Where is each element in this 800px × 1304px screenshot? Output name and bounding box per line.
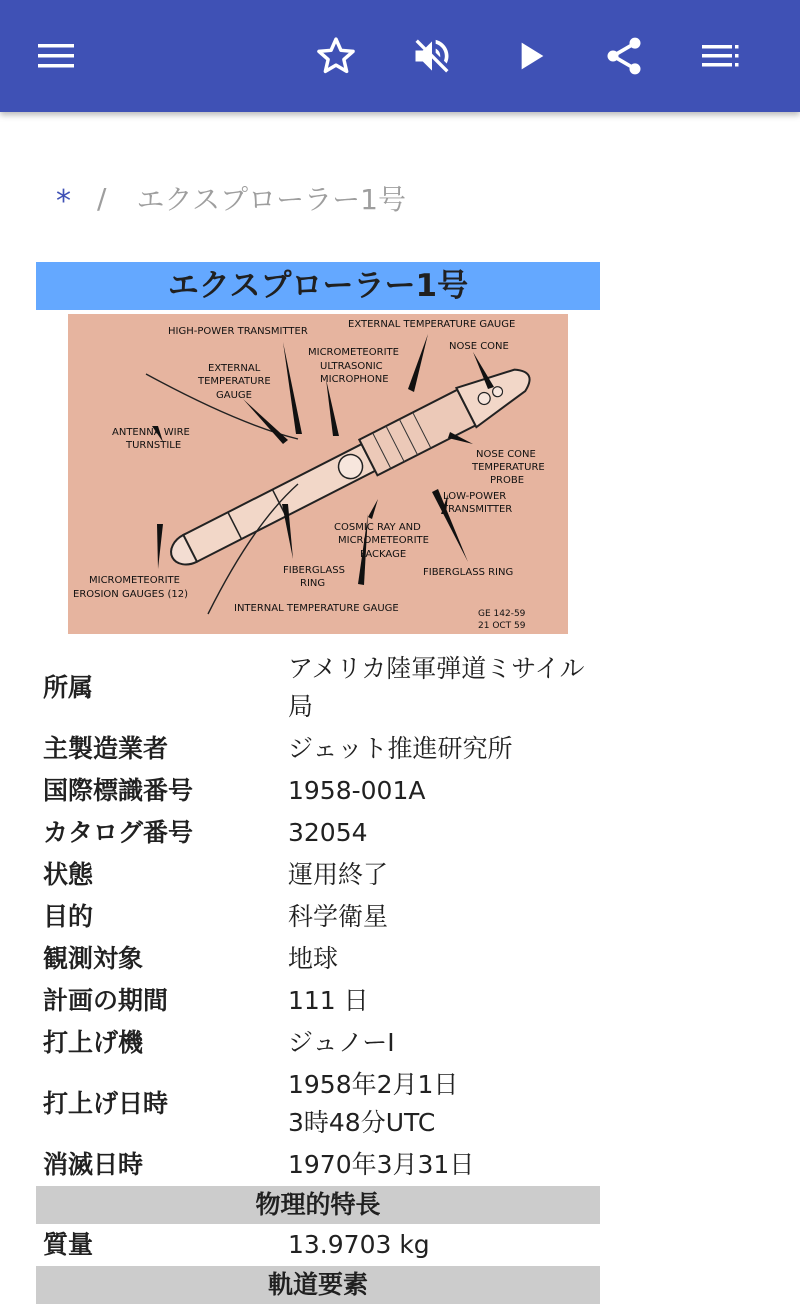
row-value: 111 日 <box>288 986 369 1015</box>
diagram-label: TEMPERATURE <box>472 462 545 473</box>
diagram-label: FIBERGLASS <box>283 565 345 576</box>
row-value[interactable]: アメリカ陸軍弾道ミサイル局 <box>288 654 585 721</box>
list-icon <box>700 41 740 71</box>
table-row <box>36 938 600 980</box>
diagram-label: 21 OCT 59 <box>478 621 526 631</box>
diagram-label: TEMPERATURE <box>198 376 271 387</box>
row-label: 打上げ日時 <box>43 1089 169 1118</box>
row-value[interactable]: ジェット推進研究所 <box>288 734 513 763</box>
row-value[interactable]: 地球 <box>288 944 339 973</box>
row-value: 1970年3月31日 <box>288 1150 475 1179</box>
diagram-label: HIGH-POWER TRANSMITTER <box>168 326 308 337</box>
star-outline-icon <box>314 34 358 78</box>
table-row <box>36 980 600 1022</box>
row-value[interactable]: ジュノーI <box>288 1028 395 1057</box>
table-row <box>36 1224 600 1266</box>
breadcrumb-separator: / <box>97 181 107 215</box>
diagram-label: ULTRASONIC <box>320 361 383 372</box>
share-icon <box>602 34 646 78</box>
diagram-label: MICROPHONE <box>320 374 389 385</box>
row-value-line: 1958年2月1日 <box>288 1070 459 1099</box>
infobox-rows <box>36 648 600 1304</box>
row-label: 状態 <box>43 860 94 889</box>
diagram-label: PACKAGE <box>360 549 407 560</box>
table-row <box>36 1144 600 1186</box>
row-label: 打上げ機 <box>43 1028 144 1057</box>
row-label: 国際標識番号 <box>43 776 194 805</box>
table-row <box>36 812 600 854</box>
diagram-label: INTERNAL TEMPERATURE GAUGE <box>234 603 399 614</box>
diagram-label: TRANSMITTER <box>442 504 513 515</box>
bookmark-button[interactable] <box>308 28 364 84</box>
mute-button[interactable] <box>404 28 460 84</box>
diagram-label: MICROMETEORITE <box>338 535 429 546</box>
row-value <box>288 1064 600 1144</box>
satellite-diagram-image[interactable] <box>68 314 568 634</box>
diagram-label: RING <box>300 578 326 589</box>
table-row <box>36 728 600 770</box>
diagram-label: MICROMETEORITE <box>89 575 180 586</box>
diagram-label: PROBE <box>490 475 525 486</box>
diagram-label: EXTERNAL <box>208 363 261 374</box>
volume-off-icon <box>410 34 454 78</box>
section-header-physical: 物理的特長 <box>36 1186 600 1224</box>
table-row <box>36 1022 600 1064</box>
toc-button[interactable] <box>692 28 748 84</box>
row-value[interactable]: 科学衛星 <box>288 902 389 931</box>
row-label: カタログ番号 <box>43 818 194 847</box>
breadcrumb-current: エクスプローラー1号 <box>136 183 406 216</box>
diagram-label: MICROMETEORITE <box>308 347 399 358</box>
row-value-line: 3時48分UTC <box>288 1108 436 1137</box>
row-value: 32054 <box>288 818 368 847</box>
menu-icon <box>36 41 76 71</box>
diagram-label: NOSE CONE <box>449 341 509 352</box>
diagram-label: LOW-POWER <box>443 491 507 502</box>
table-row <box>36 770 600 812</box>
breadcrumb <box>56 176 406 220</box>
row-label: 観測対象 <box>43 944 144 973</box>
infobox-title: エクスプローラー1号 <box>36 262 600 310</box>
row-label: 所属 <box>43 673 94 702</box>
table-row <box>36 648 600 728</box>
row-label: 目的 <box>43 902 94 931</box>
table-row <box>36 854 600 896</box>
diagram-label: NOSE CONE <box>476 449 536 460</box>
play-button[interactable] <box>502 28 558 84</box>
diagram-label: EROSION GAUGES (12) <box>73 589 188 600</box>
table-row <box>36 896 600 938</box>
breadcrumb-home-link[interactable]: * <box>56 183 71 219</box>
row-label: 消滅日時 <box>43 1150 144 1179</box>
section-header-orbit: 軌道要素 <box>36 1266 600 1304</box>
diagram-label: GAUGE <box>216 390 252 401</box>
diagram-label: FIBERGLASS RING <box>423 567 514 578</box>
table-row <box>36 1064 600 1144</box>
infobox <box>36 262 600 1304</box>
play-icon <box>510 36 550 76</box>
share-button[interactable] <box>596 28 652 84</box>
diagram-label: ANTENNA WIRE <box>112 427 190 438</box>
row-value: 1958-001A <box>288 776 426 805</box>
row-label: 計画の期間 <box>43 986 169 1015</box>
menu-button[interactable] <box>28 28 84 84</box>
row-label: 質量 <box>43 1230 94 1259</box>
row-label: 主製造業者 <box>43 734 169 763</box>
diagram-label: COSMIC RAY AND <box>334 522 421 533</box>
diagram-label: EXTERNAL TEMPERATURE GAUGE <box>348 319 516 330</box>
app-bar <box>0 0 800 112</box>
row-value: 運用終了 <box>288 860 389 889</box>
diagram-label: GE 142-59 <box>478 609 526 619</box>
diagram-label: TURNSTILE <box>126 440 182 451</box>
row-value: 13.9703 kg <box>288 1230 430 1259</box>
